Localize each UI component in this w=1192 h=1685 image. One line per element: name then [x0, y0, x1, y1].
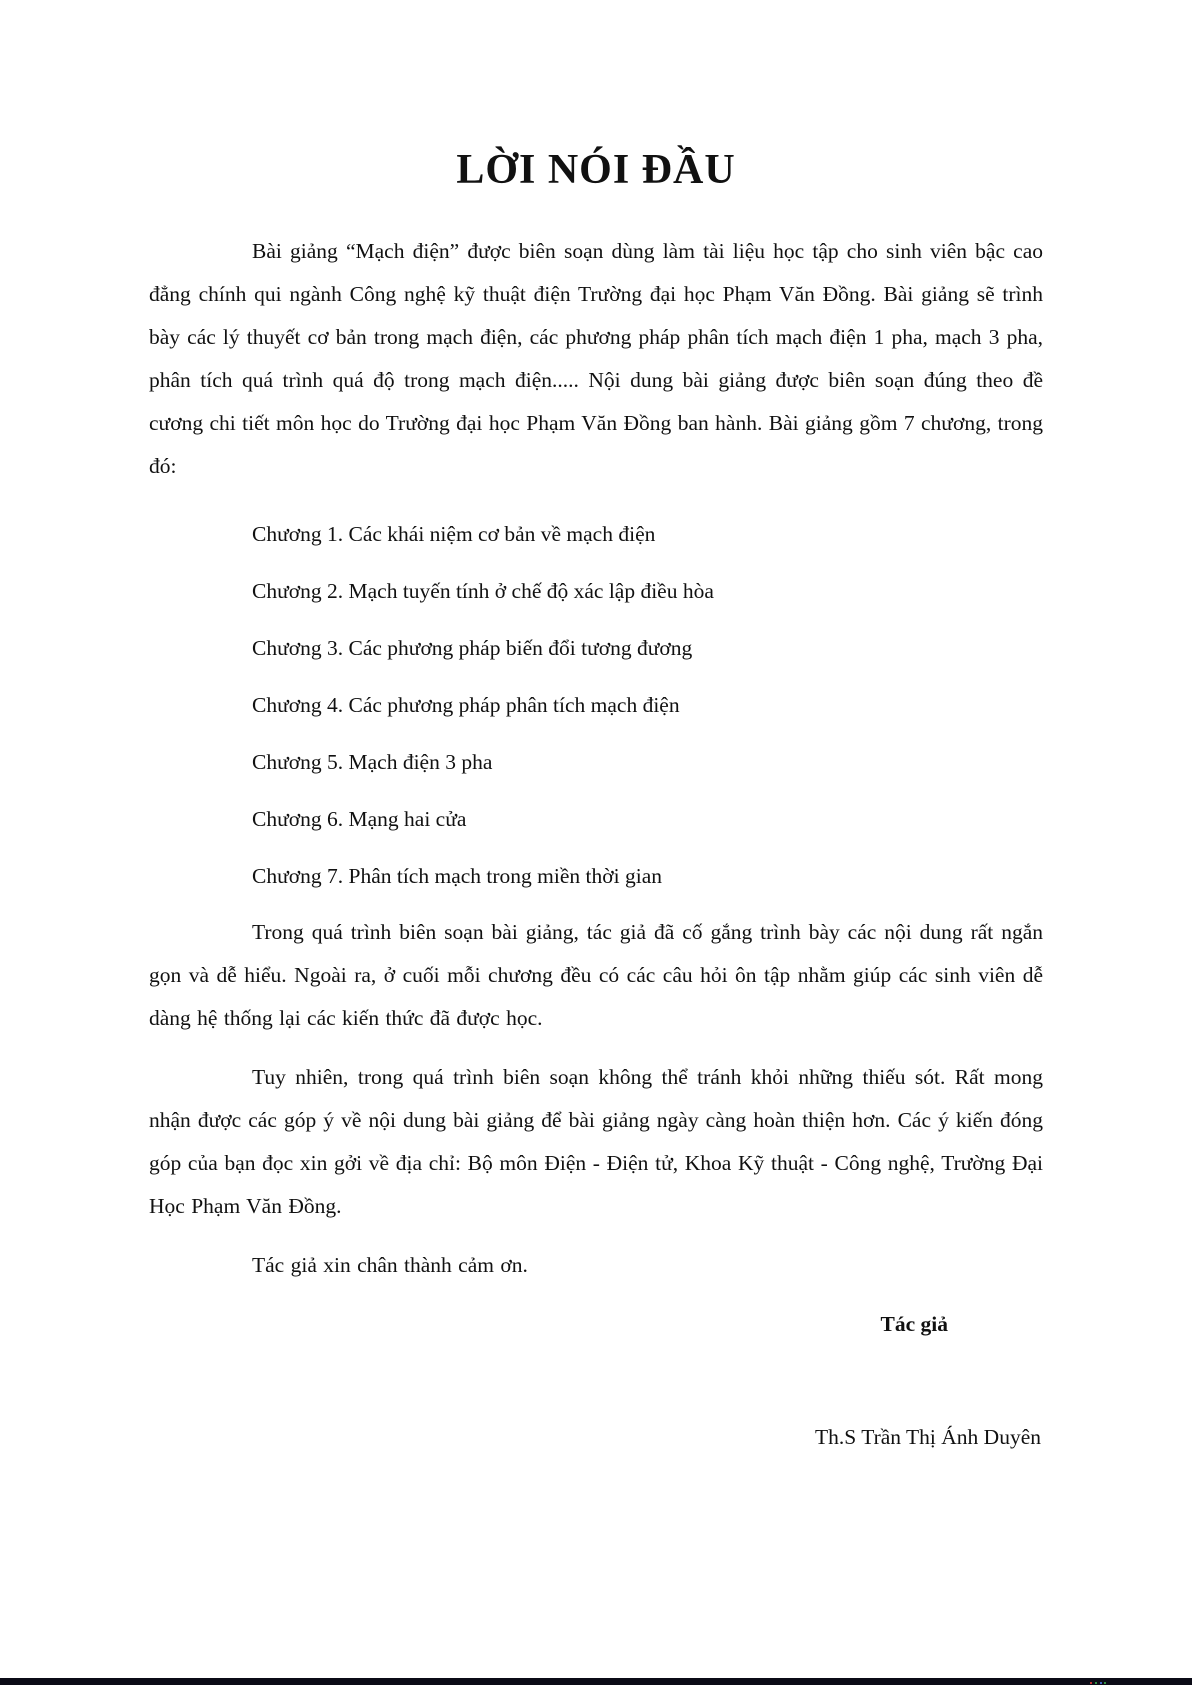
chapter-item-5: Chương 5. Mạch điện 3 pha [252, 750, 493, 774]
chapter-item-1: Chương 1. Các khái niệm cơ bản về mạch điện [252, 522, 656, 546]
chapter-item-6: Chương 6. Mạng hai cửa [252, 807, 467, 831]
signature-name: Th.S Trần Thị Ánh Duyên [815, 1425, 1041, 1449]
quality-paragraph: Trong quá trình biên soạn bài giảng, tác giả đã cố gắng trình bày các nội dung rất ngắn gọn và dễ hiểu. Ngoài ra, ở cuối mỗi chương đều có các câu hỏi ôn tập nhằm giúp các sinh viên dễ dàng hệ thống lại các kiến thức đã được học. [149, 920, 1043, 1030]
footer-bar [0, 1678, 1192, 1685]
closing-paragraph: Tác giả xin chân thành cảm ơn. [252, 1253, 528, 1277]
signature-role: Tác giả [880, 1312, 948, 1336]
intro-paragraph: Bài giảng “Mạch điện” được biên soạn dùng làm tài liệu học tập cho sinh viên bậc cao đẳng chính qui ngành Công nghệ kỹ thuật điện Trường đại học Phạm Văn Đồng. Bài giảng sẽ trình bày các lý thuyết cơ bản trong mạch điện, các phương pháp phân tích mạch điện 1 pha, mạch 3 pha, phân tích quá trình quá độ trong mạch điện..... Nội dung bài giảng được biên soạn đúng theo đề cương chi tiết môn học do Trường đại học Phạm Văn Đồng ban hành. Bài giảng gồm 7 chương, trong đó: [149, 239, 1043, 478]
chapter-item-4: Chương 4. Các phương pháp phân tích mạch điện [252, 693, 680, 717]
chapter-item-7: Chương 7. Phân tích mạch trong miền thời gian [252, 864, 662, 888]
feedback-paragraph: Tuy nhiên, trong quá trình biên soạn không thể tránh khỏi những thiếu sót. Rất mong nhận được các góp ý về nội dung bài giảng để bài giảng ngày càng hoàn thiện hơn. Các ý kiến đóng góp của bạn đọc xin gởi về địa chỉ: Bộ môn Điện - Điện tử, Khoa Kỹ thuật - Công nghệ, Trường Đại Học Phạm Văn Đồng. [149, 1065, 1043, 1218]
footer-specks-decoration [1090, 1682, 1092, 1684]
page-title: LỜI NÓI ĐẦU [456, 147, 736, 193]
page-content [149, 0, 1043, 1459]
chapter-item-2: Chương 2. Mạch tuyến tính ở chế độ xác lập điều hòa [252, 579, 714, 603]
chapter-item-3: Chương 3. Các phương pháp biến đổi tương đương [252, 636, 693, 660]
